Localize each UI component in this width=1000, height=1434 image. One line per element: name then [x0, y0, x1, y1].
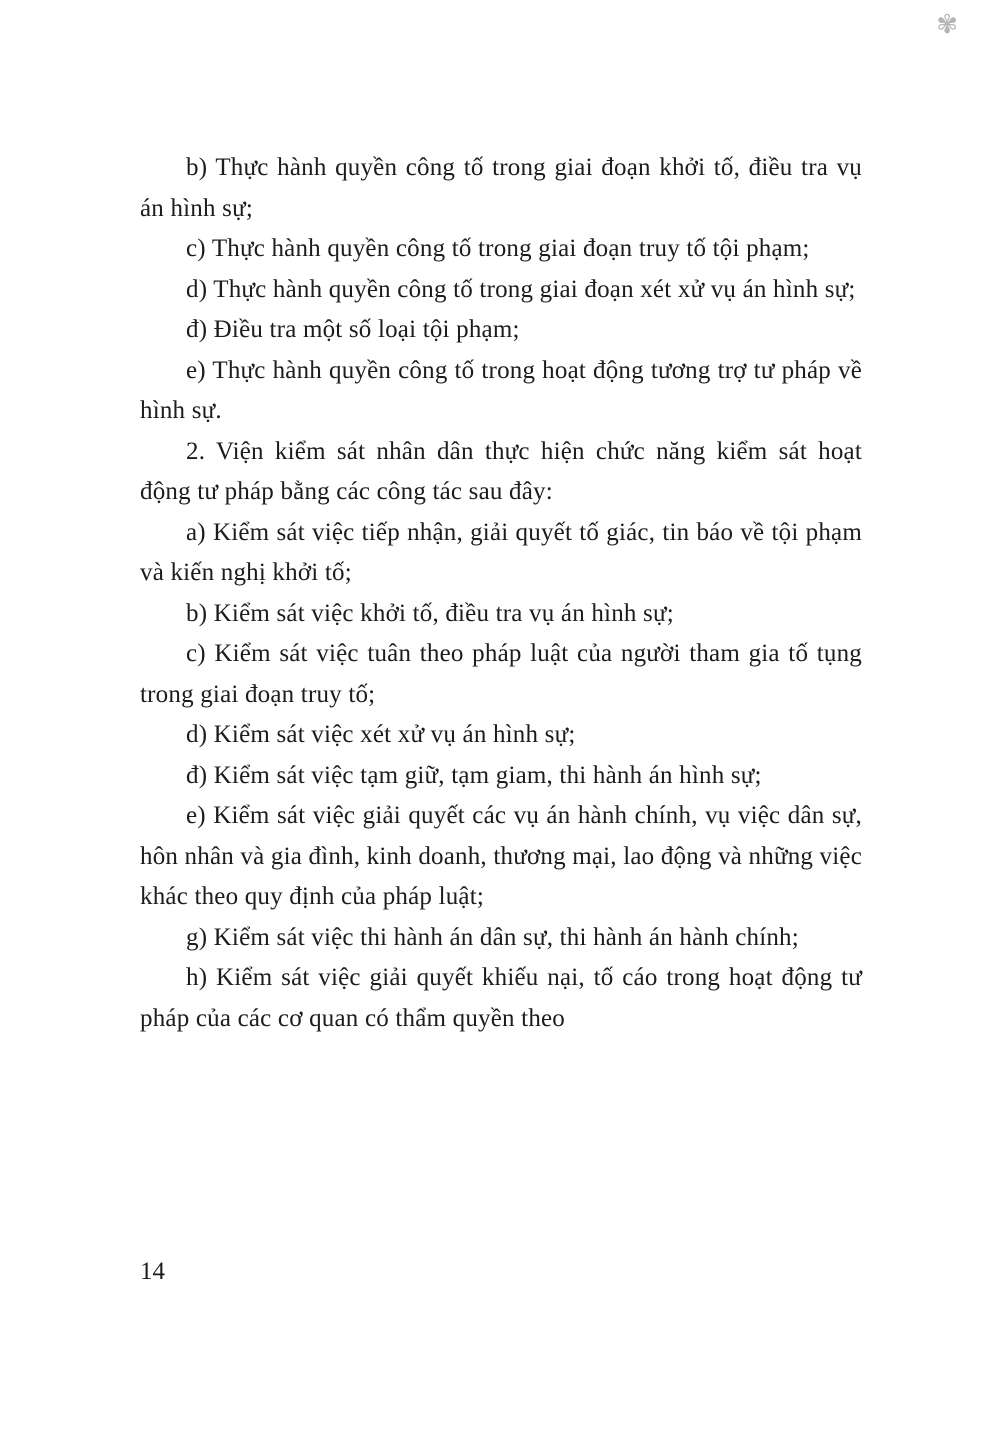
paragraph: đ) Kiểm sát việc tạm giữ, tạm giam, thi hành án hình sự; [186, 761, 762, 789]
paragraph: g) Kiểm sát việc thi hành án dân sự, thi hành án hành chính; [186, 923, 799, 951]
paragraph: c) Kiểm sát việc tuân theo pháp luật của người tham gia tố tụng trong giai đoạn truy tố; [140, 640, 862, 708]
paragraph: d) Kiểm sát việc xét xử vụ án hình sự; [186, 721, 576, 748]
paragraph: e) Kiểm sát việc giải quyết các vụ án hành chính, vụ việc dân sự, hôn nhân và gia đình, kinh doanh, thương mại, lao động và những việc khác theo quy định của pháp luật; [140, 802, 862, 910]
paragraph: h) Kiểm sát việc giải quyết khiếu nại, tố cáo trong hoạt động tư pháp của các cơ quan có thẩm quyền theo [140, 964, 862, 1032]
paragraph: c) Thực hành quyền công tố trong giai đoạn truy tố tội phạm; [186, 235, 810, 262]
body-text-block [140, 148, 862, 1039]
paragraph: b) Kiểm sát việc khởi tố, điều tra vụ án hình sự; [186, 599, 674, 627]
paragraph: e) Thực hành quyền công tố trong hoạt động tương trợ tư pháp về hình sự. [140, 356, 862, 424]
paragraph: a) Kiểm sát việc tiếp nhận, giải quyết tố giác, tin báo về tội phạm và kiến nghị khởi tố; [140, 518, 862, 586]
paragraph: đ) Điều tra một số loại tội phạm; [186, 316, 520, 343]
paragraph: d) Thực hành quyền công tố trong giai đoạn xét xử vụ án hình sự; [186, 275, 856, 303]
flower-ornament-icon: ✾ [936, 10, 958, 39]
page-number: 14 [140, 1258, 165, 1285]
paragraph: 2. Viện kiểm sát nhân dân thực hiện chức năng kiểm sát hoạt động tư pháp bằng các công tác sau đây: [140, 437, 862, 505]
paragraph: b) Thực hành quyền công tố trong giai đoạn khởi tố, điều tra vụ án hình sự; [140, 154, 862, 222]
